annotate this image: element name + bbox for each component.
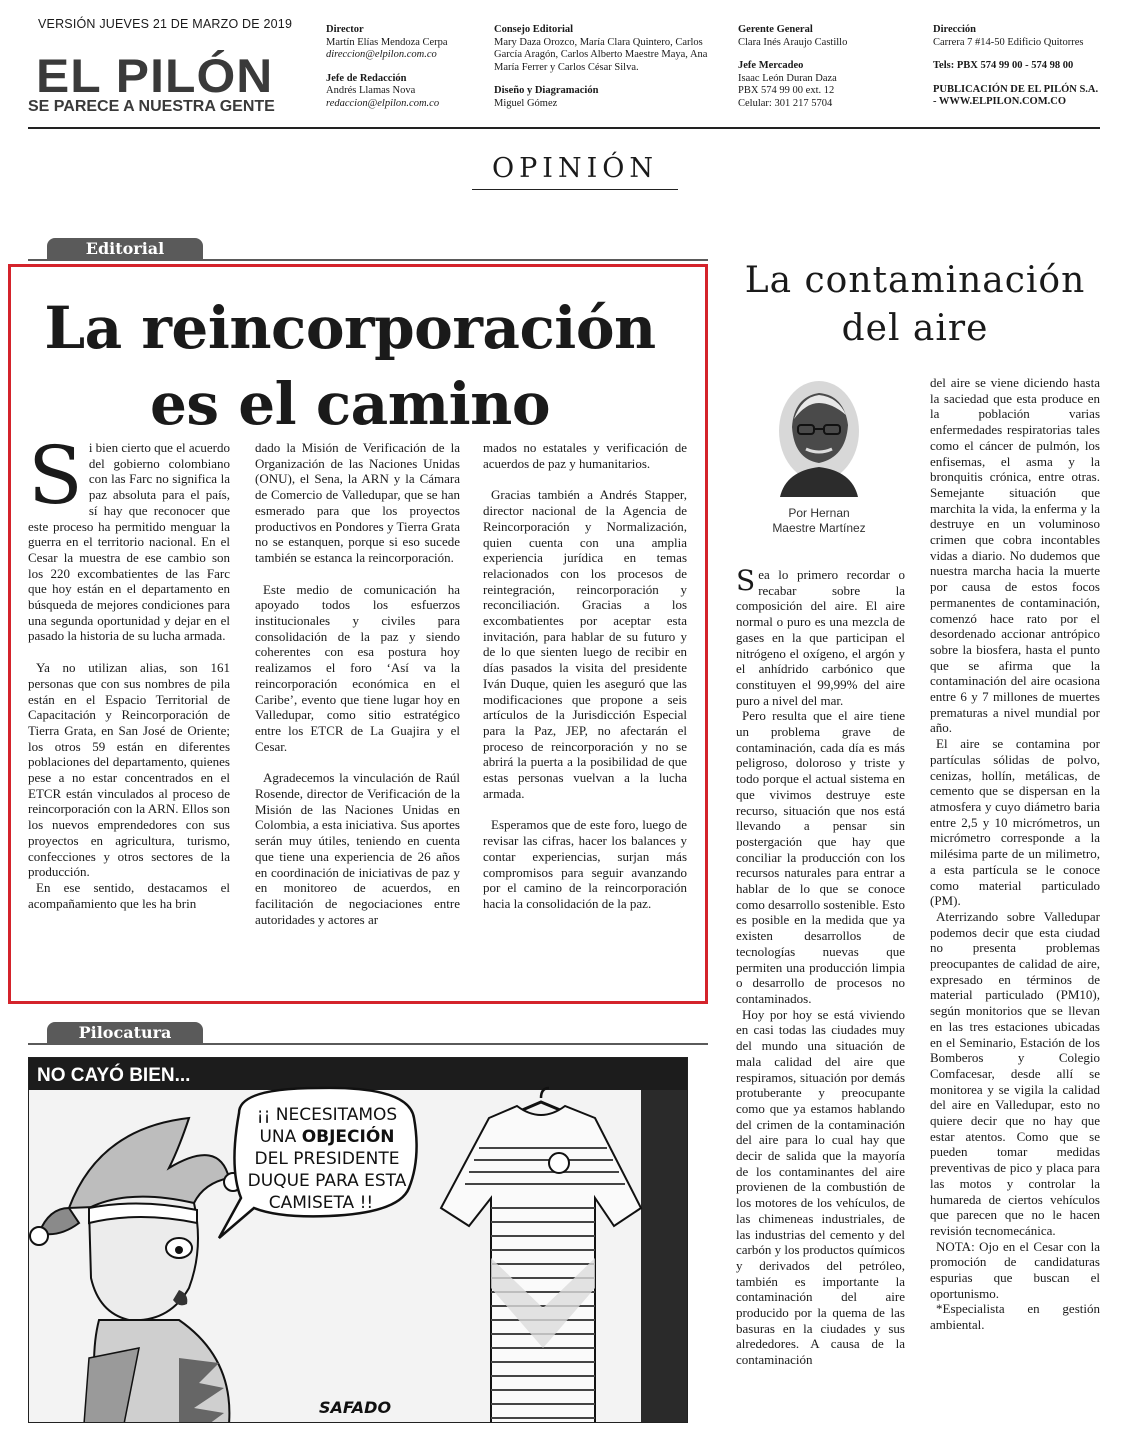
editorial-paragraph-3-start: En ese sentido, destacamos el acompañamiento que les ha brin [28,879,230,911]
editorial-paragraph-1: i bien cierto que el acuerdo del gobierno colombiano con las Farc no significa la paz absoluta para el país, sí hay que reconocer que este proceso ha permitido menguar la guerra en el territorio nacional. En el Cesar la muestra de ese cambio son los 220 excombatientes de las Farc que hoy están en el departamento en búsqueda de mejores condiciones para una segunda oportunidad y dejar en el pasado la historia de su lucha armada. [28,440,230,644]
bubble-line-3: DEL PRESIDENTE [254,1149,400,1169]
edition-date: VERSIÓN JUEVES 21 DE MARZO DE 2019 [38,17,293,31]
mercadeo-title: Jefe Mercadeo [738,60,804,71]
direccion-address: Carrera 7 #14-50 Edificio Quitorres [933,36,1084,48]
editorial-headline [20,290,680,442]
diseno-name: Miguel Gómez [494,97,558,109]
editorial-headline-line1: La reincorporación [44,294,656,362]
editorial-column-1 [28,429,230,911]
column-text-1 [736,564,905,1368]
editorial-headline-line2: es el camino [149,370,551,438]
author-shirt [780,467,858,497]
editorial-paragraph-5-end: mados no estatales y verificación de acuerdos de paz y humanitarios. [483,440,687,471]
gerente-name: Clara Inés Araujo Castillo [738,36,848,48]
cartoon-illustration [28,1057,688,1423]
director-name: Martín Elías Mendoza Cerpa [326,36,448,48]
editorial-paragraph-7: Esperamos que de este foro, luego de revisar las cifras, hacer los balances y contar experiencias, surjan más compromisos para seguir avanzando por el camino de la reincorporación hacia la consolidación de la paz. [483,817,687,911]
editorial-paragraph-3: dado la Misión de Verificación de la Organización de las Naciones Unidas (ONU), el Sena, la ARN y la Cámara de Comercio de Valledupar, que se han esmerado para que los proyectos productivos en Pondores y Tierra Grata no se estanquen, porque si eso sucede también se estanca la reincorporación. [255,440,460,565]
section-title-underline [472,189,678,190]
column-text-2 [930,375,1100,1333]
editorial-paragraph-5: Agradecemos la vinculación de Raúl Rosende, director de Verificación de la Misión de las Naciones Unidas en Colombia, a esta iniciativa. Sus aportes serán muy útiles, teniendo en cuenta que tiene una experiencia de 26 años en coordinación de iniciativas de paz y en monitoreo de acuerdos, en facilitación de negociaciones entre autoridades y actores ar [255,770,460,927]
diseno-title: Diseño y Diagramación [494,85,599,96]
staff-consejo-block [494,24,714,110]
jefe-redaccion-email: redaccion@elpilon.com.co [326,97,440,109]
editorial-paragraph-2: Ya no utilizan alias, son 161 personas que con sus nombres de pila están en el Espacio Territorial de Capacitación y Reincorporación de Tierra Grata, en San José de Oriente; los otros 59 están en diferentes poblaciones del departamento, quienes pese a no estar concentrados en el ETCR están vinculados al proceso de reincorporación con la ARN. Ellos son los nuevos emprendedores con sus proyectos en agricultura, turismo, confecciones y otros sectores de la producción. [28,660,230,880]
column-paragraph-4: El aire se contamina por partículas sólidas de polvo, cenizas, hollín, metálicas, de cemento que se dispersan en la atmosfera y cuyo diámetro baria entre 2,5 y 10 micrómetros, un micrómetro corresponde a la milésima parte de un milimetro, a esta partícula se le conoce como material particulado (PM). [930,736,1100,909]
director-email: direccion@elpilon.com.co [326,49,437,60]
publicacion-info: PUBLICACIÓN DE EL PILÓN S.A. - WWW.ELPILON.COM.CO [933,83,1099,107]
editorial-paragraph-4: Este medio de comunicación ha apoyado todos los esfuerzos institucionales y civiles para consolidación de la paz y siendo coherentes con esa postura hoy realizamos el foro ‘Así va la reincorporación económica en el Caribe’, evento que tiene lugar hoy en Valledupar, como sitio estratégico entre los ETCR de La Guajira y el Cesar. [255,581,460,754]
direccion-tels: Tels: PBX 574 99 00 - 574 98 00 [933,60,1074,71]
jester-bell-icon [30,1227,48,1245]
newspaper-logo: EL PILÓN [36,49,274,102]
cartoon-dark-edge [641,1090,688,1423]
column-headline-line2: del aire [841,308,989,349]
consejo-title: Consejo Editorial [494,24,574,35]
newspaper-tagline: SE PARECE A NUESTRA GENTE [28,98,275,115]
column-byline [756,506,882,536]
jester-pupil [175,1246,183,1254]
bubble-line-4: DUQUE PARA ESTA [247,1171,407,1191]
column-paragraph-3: del aire se viene diciendo hasta la saciedad que esta produce en la población varias enfermedades respiratorias tales como el cáncer de pulmón, los enfisemas, el asma y la bronquitis crónica, entre otras. Semejante situación que marchita la vida, la enferma y la destruye en un voluminoso crimen que cobra incontables vidas a diario. No dudemos que nuestra marcha hacia la muerte por causa de estos focos permanentes de contaminación, comenzó hace rato por el desordenado accionar antrópico sobre la biosfera, hasta el punto que se afirma que la contaminación del aire ocasiona entre 6 y 7 millones de muertes prematuras a nivel mundial por año. [930,375,1100,736]
jersey-crest-icon [549,1153,569,1173]
jefe-redaccion-title: Jefe de Redacción [326,72,407,84]
director-title: Director [326,24,364,35]
cartoonist-signature: SAFADO [319,1398,392,1417]
cartoon-drawing [29,1058,688,1423]
consejo-members: Mary Daza Orozco, María Clara Quintero, Carlos García Aragón, Carlos Alberto Maestre Maya, Ana María Ferrer y Carlos César Silva. [494,36,708,73]
staff-direccion-block [933,24,1103,109]
cartoon-banner-text: NO CAYÓ BIEN... [37,1065,191,1086]
mercadeo-name: Isaac León Duran Daza [738,72,837,84]
gerente-title: Gerente General [738,24,813,35]
column-headline [720,257,1110,353]
column-paragraph-3-start: Hoy por hoy se está viviendo en casi todas las ciudades muy del mundo una situación de mala calidad del aire que respiramos, situación por demás protuberante y preocupante como que ya estamos hablando del crimen de la contaminación del aire para lo cual hay que decir de salida que la mayoría de los contaminantes del aire provienen de la combustión de los motores de los vehículos, de las chimeneas industriales, de las industrias del cemento y del carbón y los productos químicos y derivados del petróleo, también es importante la contaminación del aire producido por la quema de las basuras en la ciudades y sus alrededores. A causa de la contaminación [736,1006,905,1368]
column-paragraph-7: *Especialista en gestión ambiental. [930,1301,1100,1333]
direccion-title: Dirección [933,24,976,35]
cartoon-tab: Pilocatura [47,1022,203,1044]
staff-director-block [326,24,486,110]
staff-gerencia-block [738,24,918,110]
bubble-line-2: UNA OBJECIÓN [259,1127,395,1147]
bubble-line-1: ¡¡ NECESITAMOS [256,1105,398,1125]
editorial-paragraph-6: Gracias también a Andrés Stapper, director nacional de la Agencia de Reincorporación y Normalización, quien cuenta con una amplia experiencia jurídica en temas relacionados con los procesos de reintegración, reincorporación y reconciliación. Gracias a los excombatientes por aceptar esta invitación, para hablar de su futuro y de lo que sienten luego de recibir en días pasados la visita del presidente Iván Duque, quien les aseguró que las modificaciones que propone a seis artículos de la Jurisdicción Especial para la Paz, JEP, no afectarán el proceso de reincorporación y no se abrirá la puerta a la posibilidad de que estas personas vuelvan a la lucha armada. [483,487,687,801]
editorial-column-2 [255,440,460,927]
mercadeo-celular: Celular: 301 217 5704 [738,97,833,109]
column-dropcap: S [736,564,756,597]
editorial-tab: Editorial [47,238,203,260]
byline-line-1: Por Hernan [788,506,850,520]
jester-hat [69,1118,229,1208]
editorial-tab-rule [28,259,708,261]
byline-line-2: Maestre Martínez [772,521,866,535]
mercadeo-pbx: PBX 574 99 00 ext. 12 [738,85,835,96]
column-headline-line1: La contaminación [744,260,1086,301]
masthead-divider [28,127,1100,129]
editorial-dropcap: S [28,429,83,522]
author-photo [772,379,866,497]
bubble-line-5: CAMISETA !! [268,1193,374,1213]
column-paragraph-5: Aterrizando sobre Valledupar podemos decir que esta ciudad no presenta problemas preocupantes de calidad de aire, expresado en términos de material particulado (PM10), según monitorios que se llevan en las tres estaciones ubicadas en el Seminario, Estación de los Bomberos y Colegio Comfacesar, desde allí se monitorea y se vigila la calidad del aire en Valledupar, esto no quiere decir que no hay que estar atentos. Como que se pueden tomar medidas preventivas de pico y placa para las motos y controlar la humareda de ciertos vehículos que parecen que no le hacen revisión tecnomecánica. [930,908,1100,1238]
cartoon-tab-rule [28,1043,708,1045]
editorial-column-3 [483,440,687,912]
column-paragraph-6: NOTA: Ojo en el Cesar con la promoción de candidaturas espurias que buscan el oportunismo. [930,1238,1100,1301]
section-title: OPINIÓN [491,153,659,184]
column-paragraph-1: ea lo primero recordar o recabar sobre la composición del aire. El aire normal o puro es una mezcla de gases en la que participan el nitrógeno el oxígeno, el argón y el anhídrido carbónico que constituyen el 99,99% del aire puro a nivel del mar. [736,567,905,708]
jefe-redaccion-name: Andrés Llamas Nova [326,85,416,96]
column-paragraph-2: Pero resulta que el aire tiene un problema grave de contaminación, cada día es más peligroso, doloroso y triste y todo porque el actual sistema en que vivimos destruye este recurso, situación que nos está llevando a pensar sin postergación que hay que conciliar la producción con los recursos naturales para entrar a hablar de lo que se conoce como desarrollo sostenible. Esto es posible en la medida que ya existen desarrollos de tecnologías nuevas que permiten una producción limpia o desarrollo de procesos no contaminados. [736,708,905,1006]
